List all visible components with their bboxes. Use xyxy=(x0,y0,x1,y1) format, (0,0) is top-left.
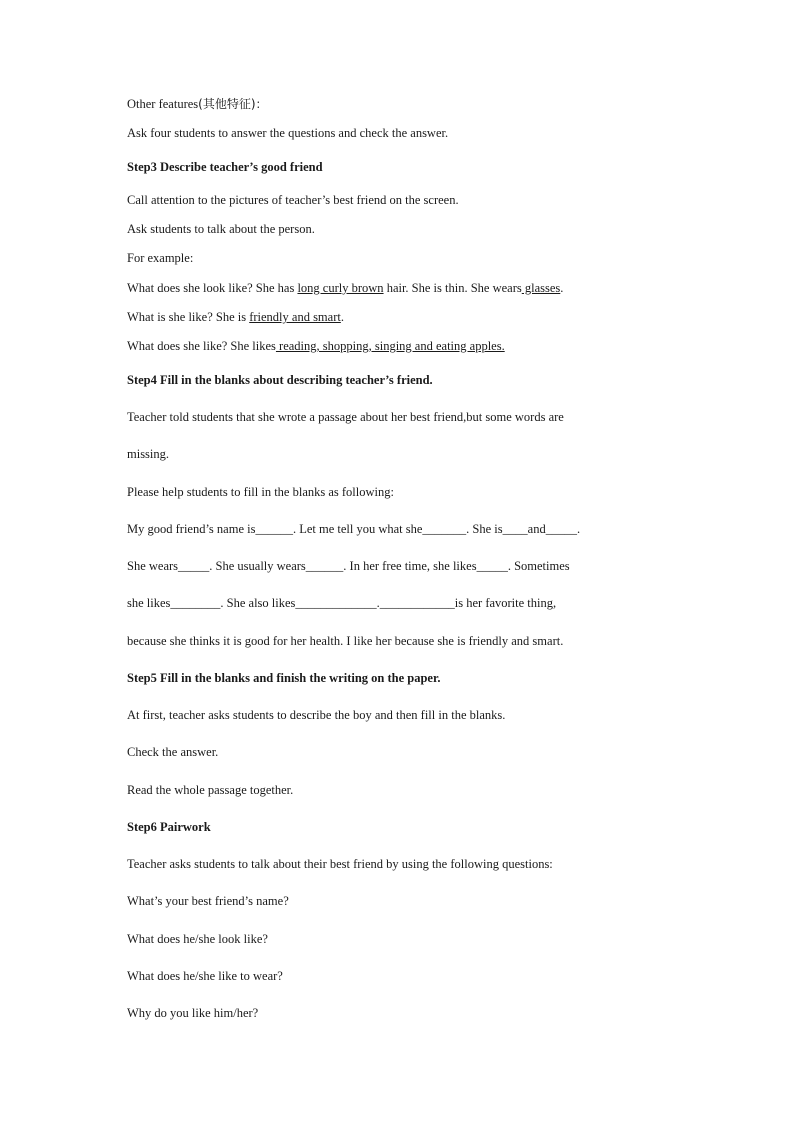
example-look-text-a: What does she look like? She has xyxy=(127,281,298,295)
step4-heading: Step4 Fill in the blanks about describing teacher’s friend. xyxy=(127,373,433,387)
step3-heading: Step3 Describe teacher’s good friend xyxy=(127,160,323,174)
step5-paragraph-1: At first, teacher asks students to describe the boy and then fill in the blanks. xyxy=(127,708,506,722)
step3-example-likes xyxy=(127,338,505,354)
step4-paragraph-2: missing. xyxy=(127,447,170,461)
step4-blank-line-1: My good friend’s name is______. Let me tell you what she_______. She is____and_____. xyxy=(127,522,581,536)
step5-paragraph-3: Read the whole passage together. xyxy=(127,783,294,797)
step4-blank-line-3: she likes________. She also likes_____________.____________is her favorite thing, xyxy=(127,596,557,610)
step3-call-attention: Call attention to the pictures of teacher’s best friend on the screen. xyxy=(127,193,459,207)
step4-paragraph-3: Please help students to fill in the blanks as following: xyxy=(127,485,394,499)
step6-question-4: Why do you like him/her? xyxy=(127,1006,259,1020)
step3-example-like xyxy=(127,309,344,325)
step6-paragraph-1: Teacher asks students to talk about their best friend by using the following questions: xyxy=(127,857,553,871)
step3-ask-talk: Ask students to talk about the person. xyxy=(127,222,315,236)
example-like-text-c: . xyxy=(340,310,344,324)
step5-paragraph-2: Check the answer. xyxy=(127,745,219,759)
other-features-cjk: (其他特征)： xyxy=(198,97,268,111)
step6-question-1: What’s your best friend’s name? xyxy=(127,894,289,908)
other-features-label: Other features xyxy=(127,97,199,111)
other-features-line xyxy=(127,96,268,112)
example-like-answer: friendly and smart xyxy=(249,310,341,324)
step3-example-look xyxy=(127,280,563,296)
step4-blank-line-2: She wears_____. She usually wears______. In her free time, she likes_____. Sometimes xyxy=(127,559,570,573)
example-look-answer-glasses: glasses xyxy=(521,281,561,295)
step6-question-2: What does he/she look like? xyxy=(127,932,268,946)
example-look-answer-hair: long curly brown xyxy=(297,281,384,295)
step6-heading: Step6 Pairwork xyxy=(127,820,211,834)
step6-question-3: What does he/she like to wear? xyxy=(127,969,283,983)
example-look-text-c: . xyxy=(560,281,564,295)
example-look-text-b: hair. She is thin. She wears xyxy=(383,281,522,295)
ask-four-students: Ask four students to answer the questions and check the answer. xyxy=(127,126,449,140)
step3-for-example: For example: xyxy=(127,251,194,265)
step5-heading: Step5 Fill in the blanks and finish the writing on the paper. xyxy=(127,671,441,685)
example-likes-answer: reading, shopping, singing and eating apples. xyxy=(275,339,505,353)
example-like-text-a: What is she like? She is xyxy=(127,310,250,324)
step4-paragraph-1: Teacher told students that she wrote a passage about her best friend,but some words are xyxy=(127,410,564,424)
step4-blank-line-4: because she thinks it is good for her health. I like her because she is friendly and smart. xyxy=(127,634,564,648)
example-likes-text-a: What does she like? She likes xyxy=(127,339,276,353)
